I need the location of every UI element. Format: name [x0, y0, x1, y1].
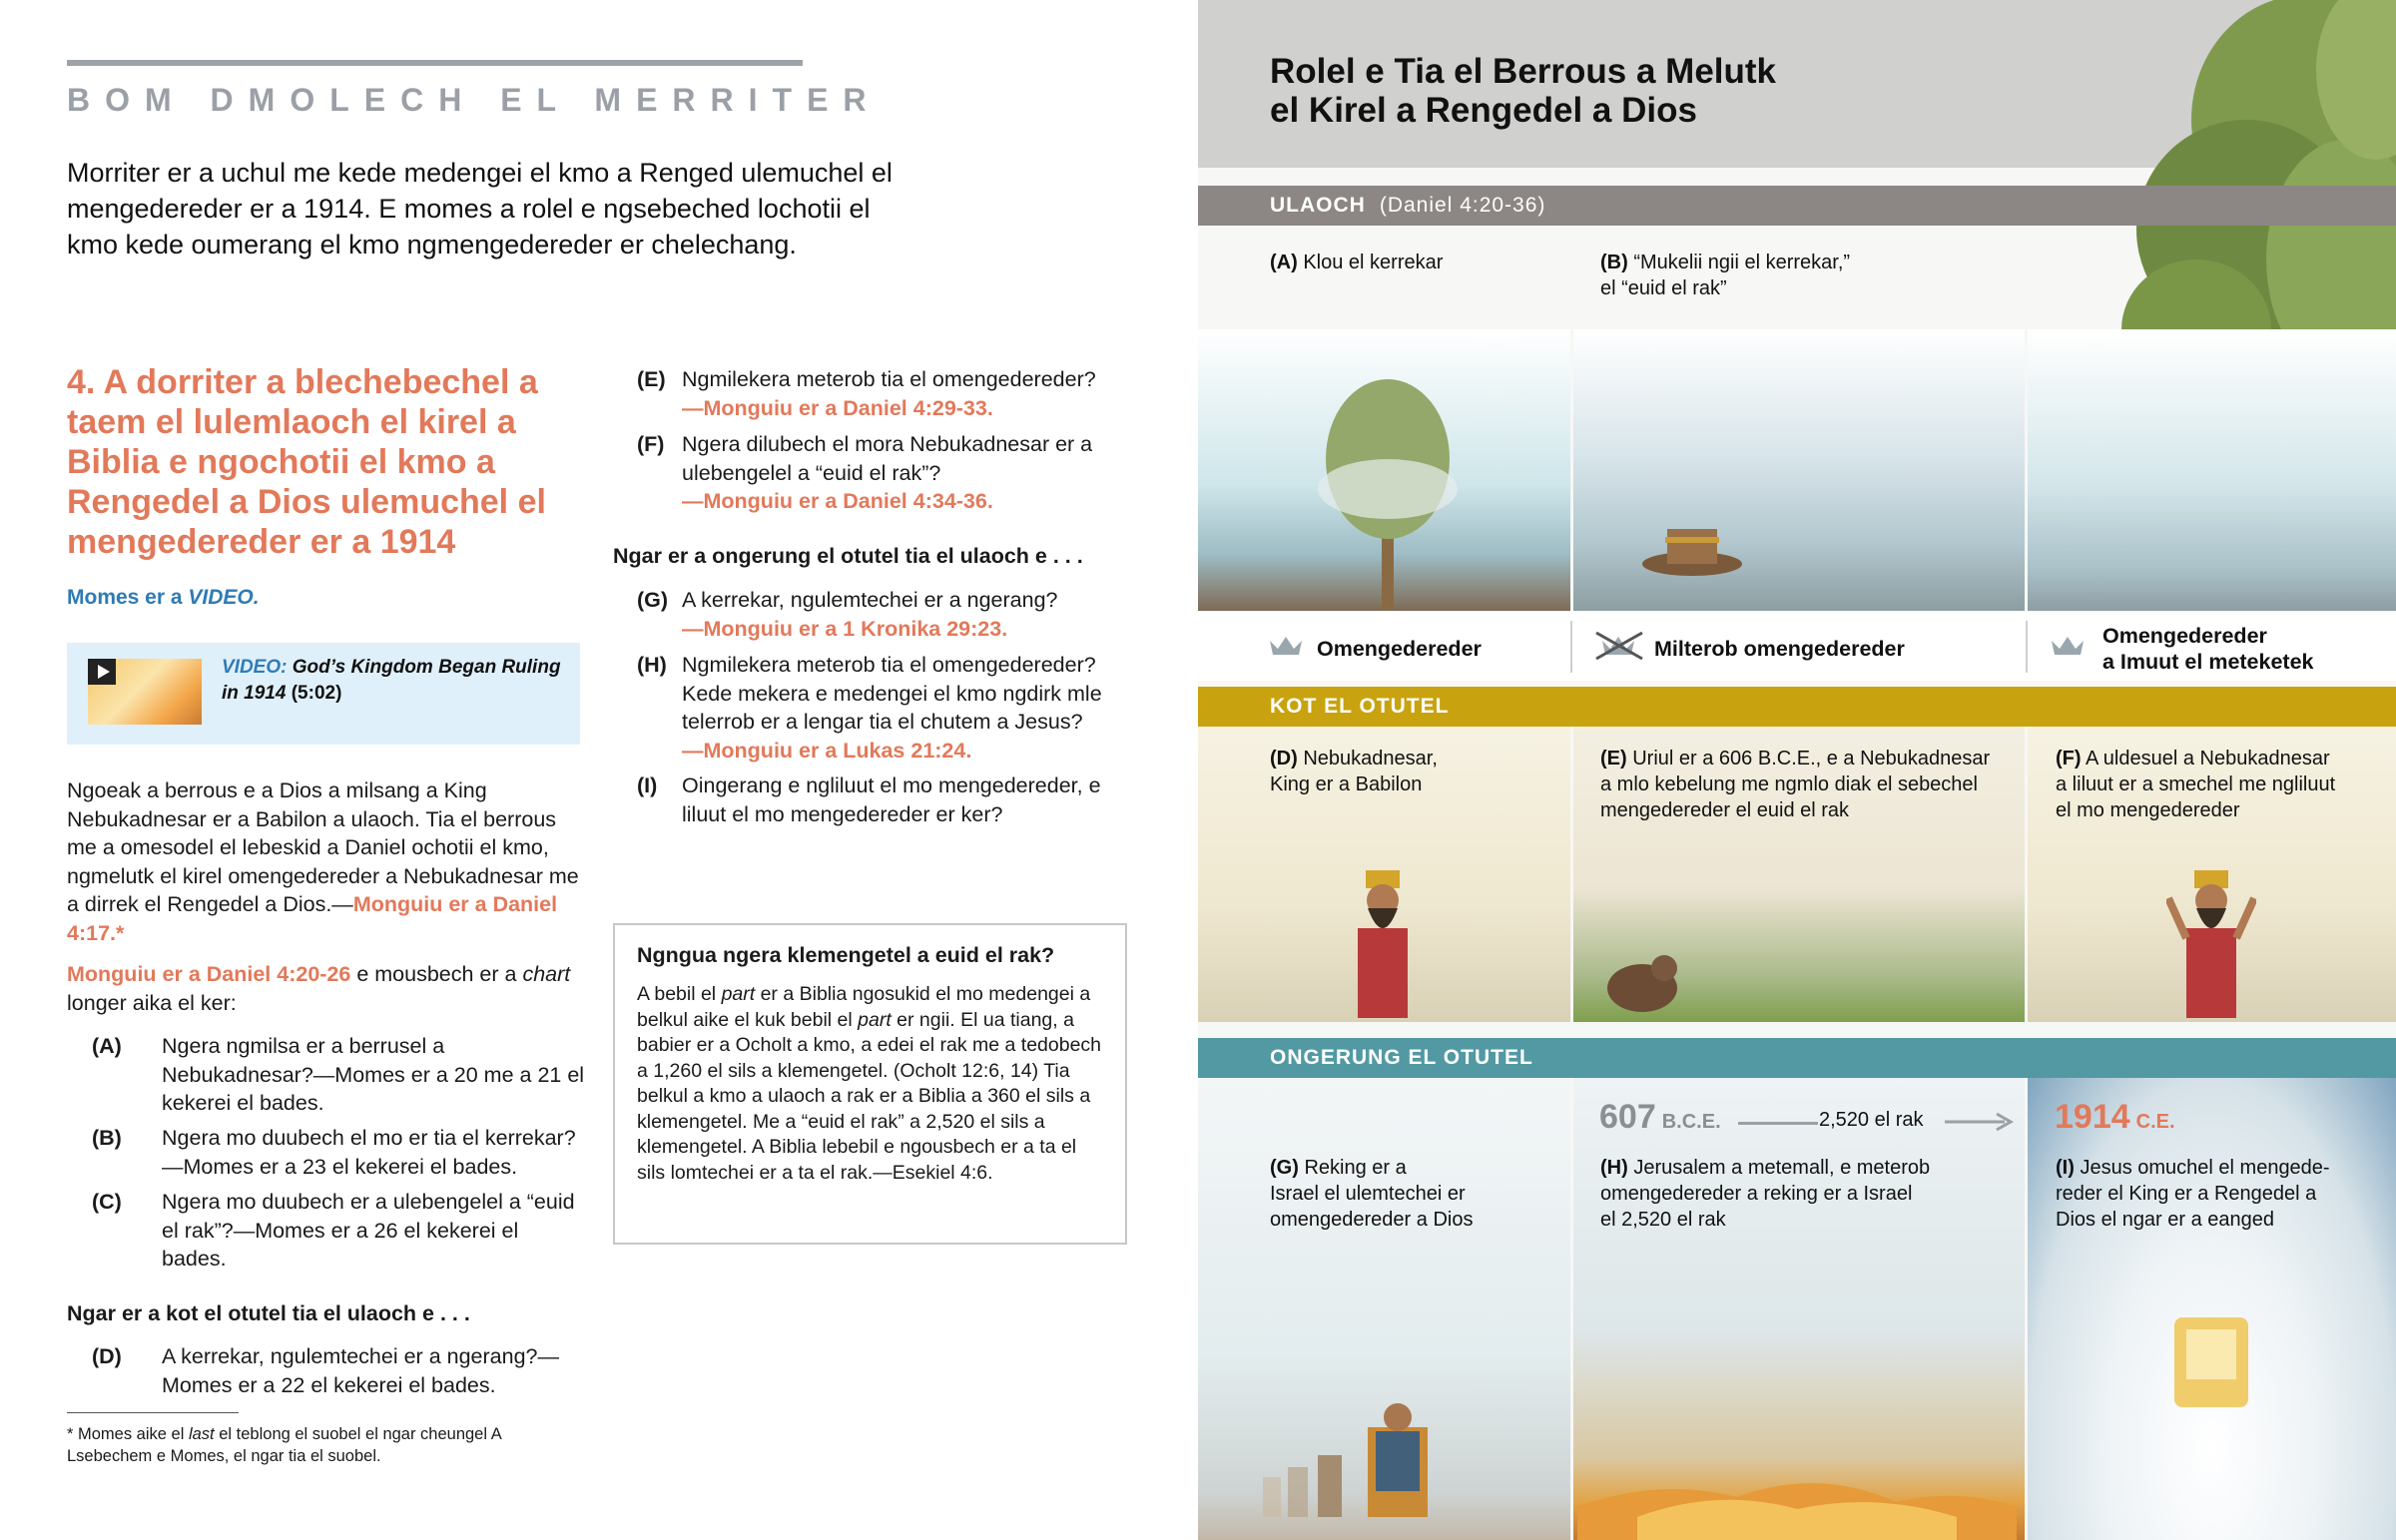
- watch-line: Momes er a VIDEO.: [67, 586, 260, 609]
- timeline-line-left: [1738, 1122, 1818, 1125]
- play-icon[interactable]: [88, 659, 116, 685]
- subheading-first-fulfillment: Ngar er a kot el otutel tia el ulaoch e . . .: [67, 1301, 470, 1325]
- burning-city-illustration: [1577, 1447, 2017, 1540]
- timeline-span: 2,520 el rak: [1819, 1109, 1924, 1131]
- crown-icon: [2050, 633, 2086, 659]
- stump-illustration: [1637, 509, 1747, 579]
- caption-f: (F) A uldesuel a Nebukadnesar a liluut er a smechel me ngliluut el mo mengedereder: [2056, 748, 2336, 821]
- praising-king-illustration: [2166, 868, 2256, 1018]
- paragraph-2: Monguiu er a Daniel 4:20-26 e mousbech er a chart longer aika el ker:: [67, 962, 571, 1015]
- crossed-crown-icon: [1594, 631, 1644, 661]
- scripture-link-daniel-4-34[interactable]: —Monguiu er a Daniel 4:34-36.: [682, 489, 993, 513]
- chart-title: Rolel e Tia el Berrous a Melutk el Kirel a Rengedel a Dios: [1270, 52, 1777, 130]
- caption-e: (E) Uriul er a 606 B.C.E., e a Nebukadnesar a mlo kebelung me ngmlo diak el sebechel mengedereder el euid el rak: [1600, 748, 1991, 821]
- section-kicker: BOM DMOLECH EL MERRITER: [67, 82, 882, 118]
- label-rulership: Omengedereder: [1317, 637, 1482, 661]
- king-illustration: [1338, 868, 1428, 1018]
- caption-a: (A) Klou el kerrekar: [1270, 252, 1444, 273]
- divider-1: [1570, 621, 1572, 673]
- label-resumed-rulership: Omengedereder a Imuut el meteketek: [2102, 624, 2314, 674]
- heavenly-throne-illustration: [2146, 1297, 2276, 1417]
- caption-i: (I) Jesus omuchel el mengede- reder el King er a Rengedel a Dios el ngar er a eanged: [2056, 1157, 2330, 1231]
- year-607: 607 B.C.E.: [1599, 1098, 1721, 1136]
- band-second-fulfillment: ONGERUNG EL OTUTEL: [1198, 1038, 2396, 1078]
- subheading-second-fulfillment: Ngar er a ongerung el otutel tia el ulaoch e . . .: [613, 544, 1083, 568]
- question-d: (D) A kerrekar, ngulemtechei er a ngerang?—Momes er a 22 el kekerei el bades.: [92, 1344, 559, 1397]
- band-dream: ULAOCH (Daniel 4:20-36): [1198, 186, 2396, 226]
- scripture-link-lukas[interactable]: —Monguiu er a Lukas 21:24.: [682, 738, 972, 763]
- question-e: (E) Ngmilekera meterob tia el omengedereder? —Monguiu er a Daniel 4:29-33.: [637, 367, 1096, 420]
- question-i: (I) Oingerang e ngliluut el mo mengedereder, e liluut el mo mengedereder er ker?: [637, 773, 1101, 826]
- tree-illustration: [1308, 359, 1468, 609]
- question-c: (C) Ngera mo duubech er a ulebengelel a “euid el rak”?—Momes er a 26 el kekerei el bades.: [92, 1190, 575, 1271]
- question-b: (B) Ngera mo duubech el mo er tia el kerrekar?—Momes er a 23 el kekerei el bades.: [92, 1126, 576, 1179]
- intro-paragraph: Morriter er a uchul me kede medengei el kmo a Renged ulemuchel el mengedereder er a 1914. E momes a rolel e ngsebeched lochotii el kmo kede oumerang el kmo ngmengedereder er chelechang.: [67, 158, 893, 259]
- beast-man-illustration: [1602, 938, 1692, 1018]
- crown-icon: [1268, 633, 1304, 659]
- lesson-heading: 4. A dorriter a blechebechel a taem el lulemlaoch el kirel a Biblia e ngochotii el kmo a Rengedel a Dios ulemuchel el mengedereder er a 1914: [67, 363, 546, 561]
- scripture-link-daniel-4-17[interactable]: Monguiu er a Daniel 4:17.: [67, 892, 558, 945]
- sidebar-title: Ngngua ngera klemengetel a euid el rak?: [637, 943, 1055, 967]
- caption-b: (B) “Mukelii ngii el kerrekar,” el “euid el rak”: [1600, 252, 1851, 299]
- watch-video-link[interactable]: VIDEO.: [188, 586, 260, 609]
- scripture-link-daniel-4-20[interactable]: Monguiu er a Daniel 4:20-26: [67, 962, 351, 986]
- divider-2: [2026, 621, 2028, 673]
- footnote-rule: [67, 1412, 239, 1413]
- question-f: (F) Ngera dilubech el mora Nebukadnesar er a ulebengelel a “euid el rak”? —Monguiu er a Daniel 4:34-36.: [637, 432, 1093, 513]
- band-first-fulfillment: KOT EL OTUTEL: [1198, 687, 2396, 727]
- caption-d: (D) Nebukadnesar, King er a Babilon: [1270, 748, 1438, 795]
- kings-line-illustration: [1258, 1367, 1458, 1537]
- paragraph-1: Ngoeak a berrous e a Dios a milsang a King Nebukadnesar er a Babilon a ulaoch. Tia el berrous me a omesodel el lebeskid a Daniel ochotii el kmo, ngmelutk el kirel omengedereder a Nebukadnesar me a dirrek el Rengedel a Dios.—Monguiu er a Daniel 4:17.*: [67, 778, 579, 945]
- caption-h: (H) Jerusalem a metemall, e meterob omengedereder a reking er a Israel el 2,520 el rak: [1600, 1157, 1931, 1231]
- year-1914: 1914 C.E.: [2055, 1098, 2175, 1136]
- caption-g: (G) Reking er a Israel el ulemtechei er omengedereder a Dios: [1270, 1157, 1474, 1231]
- question-h: (H) Ngmilekera meterob tia el omengedereder? Kede mekera e medengei el kmo ngdirk mle telerrob er a lengar tia el chutem a Jesus? —Monguiu er a Lukas 21:24.: [637, 653, 1102, 763]
- footnote: * Momes aike el last el teblong el suobel el ngar cheungel A Lsebechem e Momes, el ngar tia el suobel.: [67, 1425, 501, 1465]
- footnote-marker[interactable]: *: [116, 920, 125, 945]
- scripture-link-1-kronika[interactable]: —Monguiu er a 1 Kronika 29:23.: [682, 616, 1008, 641]
- video-caption[interactable]: VIDEO: God’s Kingdom Began Ruling in 1914 (5:02): [222, 657, 561, 704]
- scripture-link-daniel-4-29[interactable]: —Monguiu er a Daniel 4:29-33.: [682, 395, 993, 420]
- question-a: (A) Ngera ngmilsa er a berrusel a Nebukadnesar?—Momes er a 20 me a 21 el kekerei el bades.: [92, 1034, 585, 1115]
- arrow-right-icon: [1945, 1111, 2015, 1133]
- question-g: (G) A kerrekar, ngulemtechei er a ngerang? —Monguiu er a 1 Kronika 29:23.: [637, 588, 1058, 641]
- top-rule: [67, 60, 803, 66]
- sidebar-text: A bebil el part er a Biblia ngosukid el mo medengei a belkul aike el kuk bebil el part er ngii. El ua tiang, a babier er a Ocholt a kmo, a edei el rak me a tedobech a 1,260 el sils a klemengetel. (Ocholt 12:6, 14) Tia belkul a kmo a ulaoch a rak er a Biblia a 360 el sils a klemengetel. Me a “euid el rak” a 2,520 el sils a klemengetel. A Biblia lebebil e ngousbech er a ta el sils lomtechei er a ta el rak.—Esekiel 4:6.: [637, 983, 1102, 1184]
- panel-regrown-scene: [2028, 329, 2396, 611]
- label-interrupted-rulership: Milterob omengedereder: [1654, 637, 1905, 661]
